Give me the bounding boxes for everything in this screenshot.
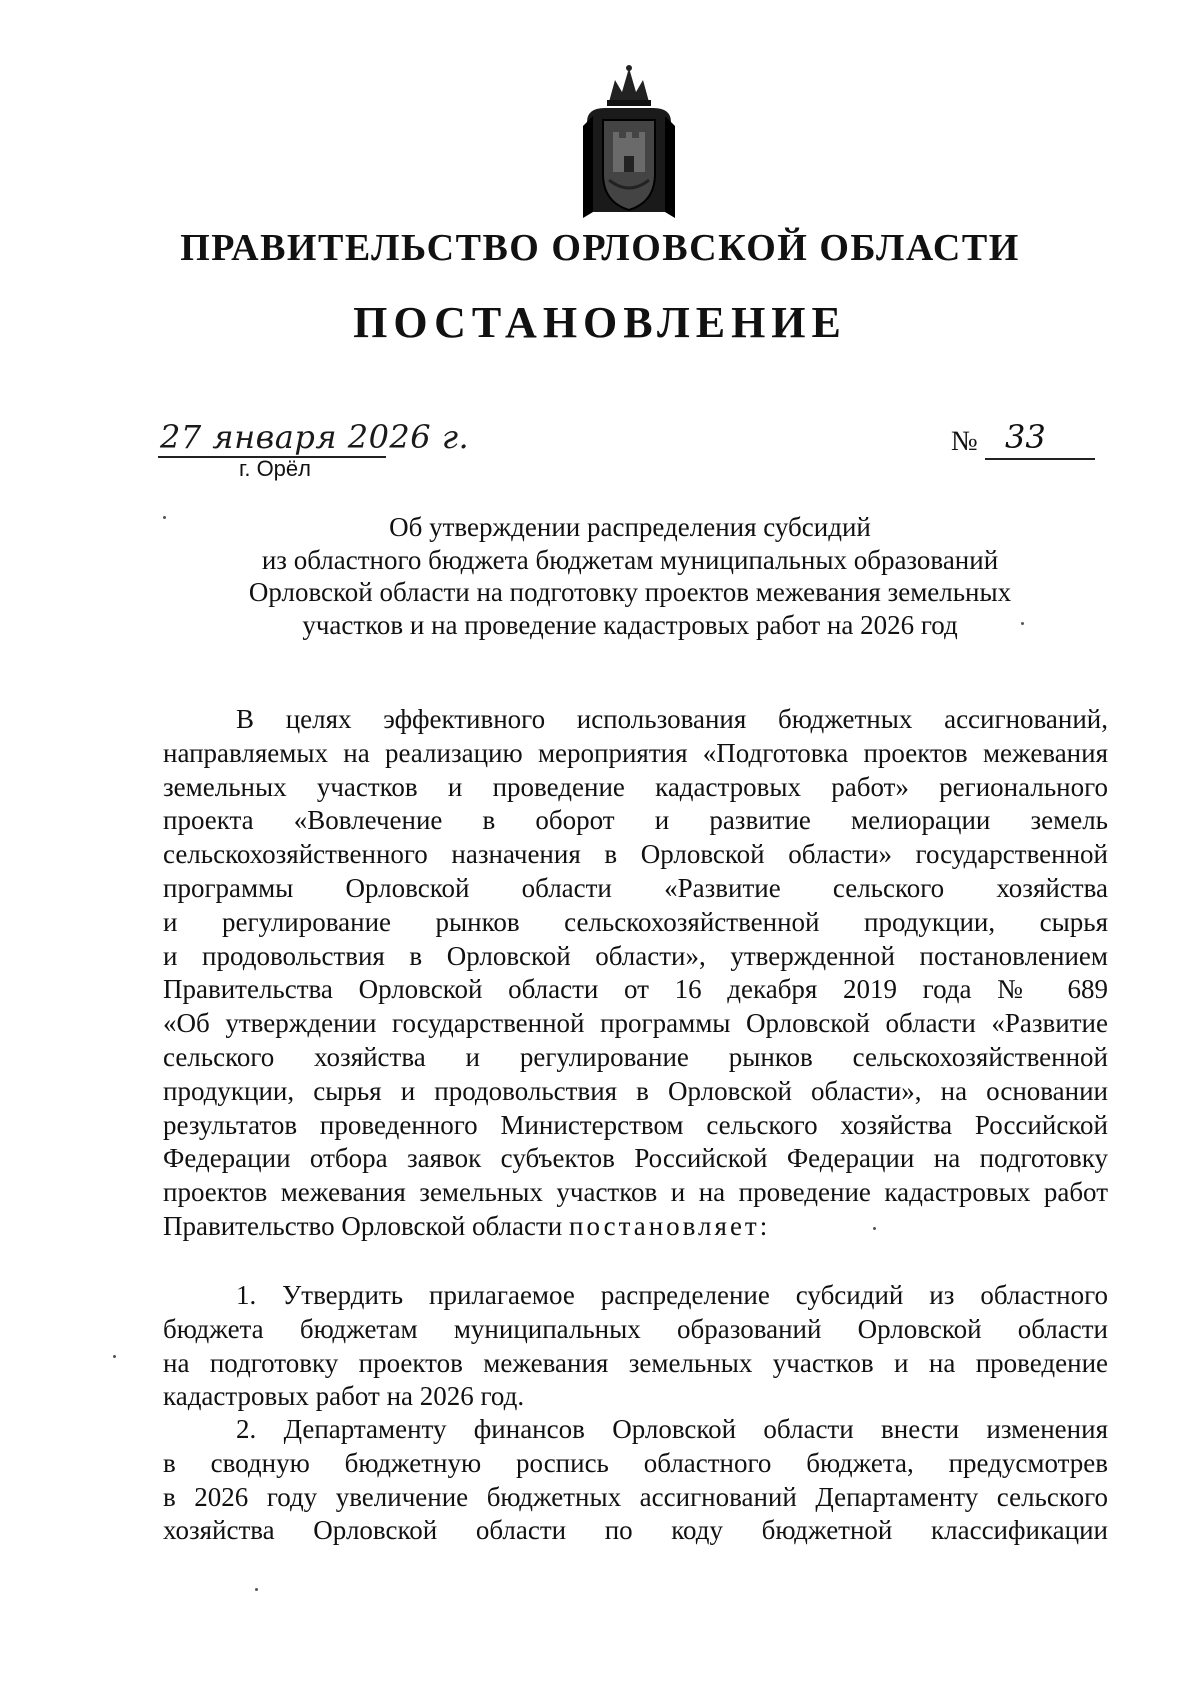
item-line: 2. Департаменту финансов Орловской области внести изменения — [236, 1414, 1108, 1444]
preamble-line: Правительства Орловской области от 16 декабря 2019 года № 689 — [163, 974, 1108, 1005]
scan-speck — [873, 1227, 876, 1230]
item-2-paragraph — [163, 1413, 1108, 1548]
preamble-line: программы Орловской области «Развитие сельского хозяйства — [163, 872, 1108, 903]
preamble-line: земельных участков и проведение кадастровых работ» регионального — [163, 771, 1108, 802]
subject-line: участков и на проведение кадастровых работ на 2026 год — [302, 609, 958, 640]
preamble-line: и регулирование рынков сельскохозяйственной продукции, сырья — [163, 906, 1108, 937]
scan-speck — [255, 1588, 258, 1591]
scan-speck — [163, 516, 166, 519]
preamble-line: результатов проведенного Министерством сельского хозяйства Российской — [163, 1109, 1108, 1140]
item-line: 1. Утвердить прилагаемое распределение субсидий из областного — [236, 1280, 1108, 1310]
item-line: бюджета бюджетам муниципальных образований Орловской области — [163, 1313, 1108, 1344]
number-label: № — [951, 426, 978, 457]
subject-line: Об утверждении распределения субсидий — [389, 512, 871, 542]
preamble-line: проектов межевания земельных участков и на проведение кадастровых работ — [163, 1177, 1108, 1208]
subject-line: из областного бюджета бюджетам муниципальных образований — [261, 544, 999, 575]
item-line: хозяйства Орловской области по коду бюджетной классификации — [163, 1515, 1108, 1546]
preamble-line: направляемых на реализацию мероприятия «Подготовка проектов межевания — [163, 737, 1108, 768]
item-1-paragraph — [163, 1279, 1108, 1414]
preamble-line: сельского хозяйства и регулирование рынков сельскохозяйственной — [163, 1041, 1108, 1072]
document-subject — [150, 511, 1110, 641]
government-title: ПРАВИТЕЛЬСТВО ОРЛОВСКОЙ ОБЛАСТИ — [180, 227, 1020, 269]
document-type-title: ПОСТАНОВЛЕНИЕ — [353, 298, 847, 347]
item-line: в сводную бюджетную роспись областного бюджета, предусмотрев — [163, 1447, 1108, 1478]
item-line: в 2026 году увеличение бюджетных ассигнований Департаменту сельского — [163, 1481, 1108, 1512]
resolves-verb: постановляет: — [569, 1210, 771, 1241]
scan-speck — [113, 1355, 116, 1358]
scan-speck — [1021, 622, 1024, 625]
preamble-final-line — [163, 1210, 1108, 1244]
coat-of-arms-icon — [579, 62, 679, 227]
item-line: на подготовку проектов межевания земельных участков и на проведение — [163, 1347, 1108, 1378]
subject-line: Орловской области на подготовку проектов межевания земельных — [248, 577, 1012, 607]
item-line: кадастровых работ на 2026 год. — [163, 1381, 525, 1412]
city-label: г. Орёл — [239, 456, 311, 481]
preamble-line: продукции, сырья и продовольствия в Орловской области», на основании — [163, 1075, 1108, 1106]
handwritten-number: 33 — [1005, 418, 1046, 456]
preamble-line: и продовольствия в Орловской области», утвержденной постановлением — [163, 940, 1108, 971]
handwritten-date: 27 января 2026 г. — [160, 418, 470, 456]
number-underline — [985, 458, 1095, 460]
preamble-line: В целях эффективного использования бюджетных ассигнований, — [236, 704, 1108, 734]
preamble-line: сельскохозяйственного назначения в Орловской области» государственной — [163, 839, 1108, 870]
preamble-line: Федерации отбора заявок субъектов Российской Федерации на подготовку — [163, 1143, 1108, 1174]
preamble-final-lead: Правительство Орловской области — [163, 1210, 569, 1241]
preamble-line: «Об утверждении государственной программы Орловской области «Развитие — [163, 1008, 1108, 1039]
preamble-paragraph — [163, 703, 1108, 1244]
preamble-line: проекта «Вовлечение в оборот и развитие мелиорации земель — [163, 805, 1108, 836]
